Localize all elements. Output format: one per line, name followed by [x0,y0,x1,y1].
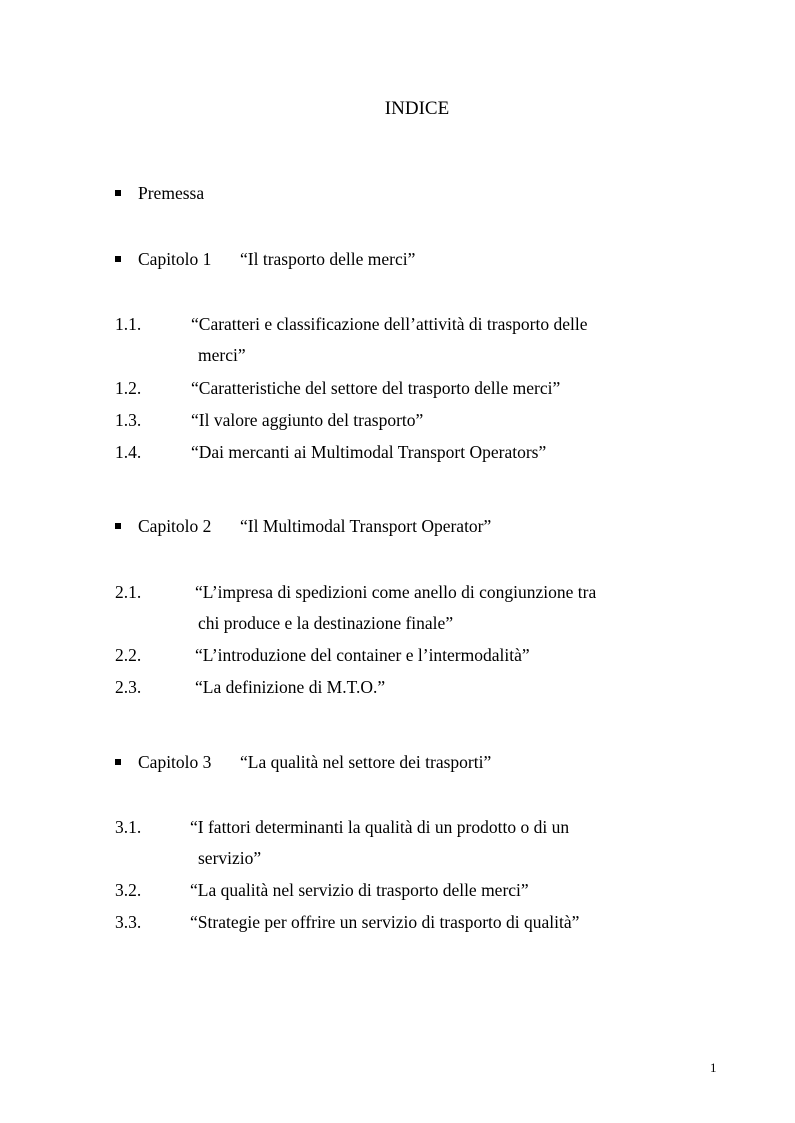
section-number: 2.2. [115,645,142,665]
section-title: “I fattori determinanti la qualità di un prodotto o di un [190,817,570,837]
section-number: 3.3. [115,912,142,932]
section-title-continuation: chi produce e la destinazione finale” [198,613,454,633]
section-title: “Dai mercanti ai Multimodal Transport Operators” [191,442,547,462]
section-number: 3.1. [115,817,142,837]
chapter-label: Capitolo 3 [138,752,212,772]
section-title: “L’impresa di spedizioni come anello di congiunzione tra [195,582,597,602]
page-title: INDICE [384,98,450,119]
section-title: “Caratteri e classificazione dell’attività di trasporto delle [191,314,588,334]
section-number: 2.1. [115,582,142,602]
page-number: 1 [710,1060,717,1075]
section-number: 3.2. [115,880,142,900]
section-title-continuation: servizio” [198,848,262,868]
bullet-icon [115,759,121,765]
chapter-label: Capitolo 1 [138,249,212,269]
section-title: “La qualità nel servizio di trasporto delle merci” [190,880,529,900]
section-title: “Il valore aggiunto del trasporto” [191,410,424,430]
bullet-icon [115,190,121,196]
section-number: 1.3. [115,410,142,430]
section-title: “Caratteristiche del settore del trasporto delle merci” [191,378,561,398]
bullet-icon [115,523,121,529]
section-title: “L’introduzione del container e l’intermodalità” [195,645,530,665]
chapter-title: “La qualità nel settore dei trasporti” [240,752,492,772]
section-title: “Strategie per offrire un servizio di trasporto di qualità” [190,912,580,932]
toc-entry-premessa: Premessa [138,183,205,203]
chapter-title: “Il Multimodal Transport Operator” [240,516,492,536]
section-number: 2.3. [115,677,142,697]
bullet-icon [115,256,121,262]
chapter-title: “Il trasporto delle merci” [240,249,416,269]
section-number: 1.2. [115,378,142,398]
chapter-label: Capitolo 2 [138,516,212,536]
section-number: 1.1. [115,314,142,334]
section-title: “La definizione di M.T.O.” [195,677,386,697]
section-number: 1.4. [115,442,142,462]
section-title-continuation: merci” [198,345,246,365]
